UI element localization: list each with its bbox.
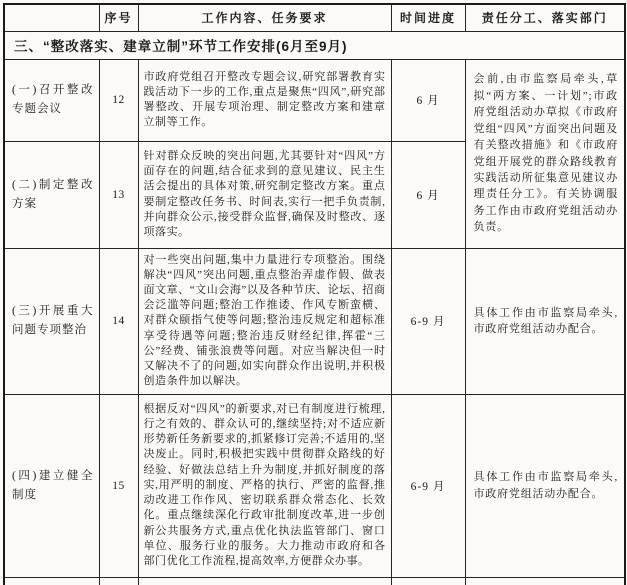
row-responsibility: 具体工作由市监察局牵头,市政府党组活动办配合。 (465, 248, 625, 394)
row-number: 13 (99, 141, 138, 248)
row-content: 市政府党组召开整改专题会议,研究部署教育实践活动下一步的工作,重点是聚焦“四风”,研究部署整改、开展专项治理、制定整改方案和建章立制等工作。 (138, 59, 391, 141)
header-serial-number: 序号 (99, 4, 138, 31)
header-work-content: 工作内容、任务要求 (138, 4, 391, 31)
row-time: 6 月 (391, 59, 465, 141)
row-content: 根据反对“四风”的新要求,对已有制度进行梳理,行之有效的、群众认可的,继续坚持;对不适应新形势新任务新要求的,抓紧修订完善;不适用的,坚决废止。同时,积极把实践中贯彻群众路线的好经验、好做法总结上升为制度,并抓好制度的落实,用严明的制度、严格的执行、严密的监督,推动改进工作作风、密切联系群众常态化、长效化。重点继续深化行政审批制度改革,进一步创新公共服务方式,重点优化执法监管部门、窗口单位、服务行业的服务。大力推动市政府和各部门优化工作流程,提高效率,方便群众办事。 (138, 394, 391, 577)
row-content (138, 577, 391, 585)
row-time: 6-9 月 (391, 248, 465, 394)
row-category: (一)召开整改专题会议 (4, 59, 99, 141)
row-content: 针对群众反映的突出问题,尤其要针对“四风”方面存在的问题,结合征求到的意见建议、民主生活会提出的具体对策,研究制定整改方案。重点要制定整改任务书、时间表,实行一把手负责制,并向群众公示,接受群众监督,确保及时整改、逐项落实。 (138, 141, 391, 248)
row-content: 对一些突出问题,集中力量进行专项整治。围绕解决“四风”突出问题,重点整治弄虚作假、做表面文章、“文山会海”以及各种节庆、论坛、招商会泛滥等问题;整治工作推诿、作风专断蛮横、对群众颐指气使等问题;整治违反规定和超标准享受待遇等问题;整治违反财经纪律,挥霍“三公”经费、铺张浪费等问题。对应当解决但一时又解决不了的问题,如实向群众作出说明,并积极创造条件加以解决。 (138, 248, 391, 394)
row-time: 6 月 (391, 141, 465, 248)
table-row-partial (4, 577, 625, 585)
section-title: 三、“整改落实、建章立制”环节工作安排(6月至9月) (4, 31, 625, 59)
row-time (391, 577, 465, 585)
row-time: 6-9 月 (391, 394, 465, 577)
table-row-3 (4, 248, 625, 394)
row-number: 12 (99, 59, 138, 141)
row-category (4, 577, 99, 585)
row-category: (二)制定整改方案 (4, 141, 99, 248)
row-number (99, 577, 138, 585)
header-category-cell (4, 4, 99, 31)
table-header-row (4, 4, 625, 31)
row-category: (三)开展重大问题专项整治 (4, 248, 99, 394)
row-responsibility: 具体工作由市监察局牵头,市政府党组活动办配合。 (465, 394, 625, 577)
header-responsibility: 责任分工、落实部门 (465, 4, 625, 31)
row-responsibility: 会前,由市监察局牵头,草拟“两方案、一计划”;市政府党组活动办草拟《市政府党组“四风”方面突出问题及有关整改措施》和《市政府党组开展党的群众路线教育实践活动所征集意见建议办理责任分工》。有关协调服务工作由市政府党组活动办负责。 (465, 59, 625, 248)
row-number: 14 (99, 248, 138, 394)
table-row-4 (4, 394, 625, 577)
header-time-schedule: 时间进度 (391, 4, 465, 31)
section-header-row (4, 31, 625, 59)
row-responsibility (465, 577, 625, 585)
table-row-1 (4, 59, 625, 141)
row-category: (四)建立健全制度 (4, 394, 99, 577)
row-number: 15 (99, 394, 138, 577)
work-schedule-table (3, 3, 626, 585)
